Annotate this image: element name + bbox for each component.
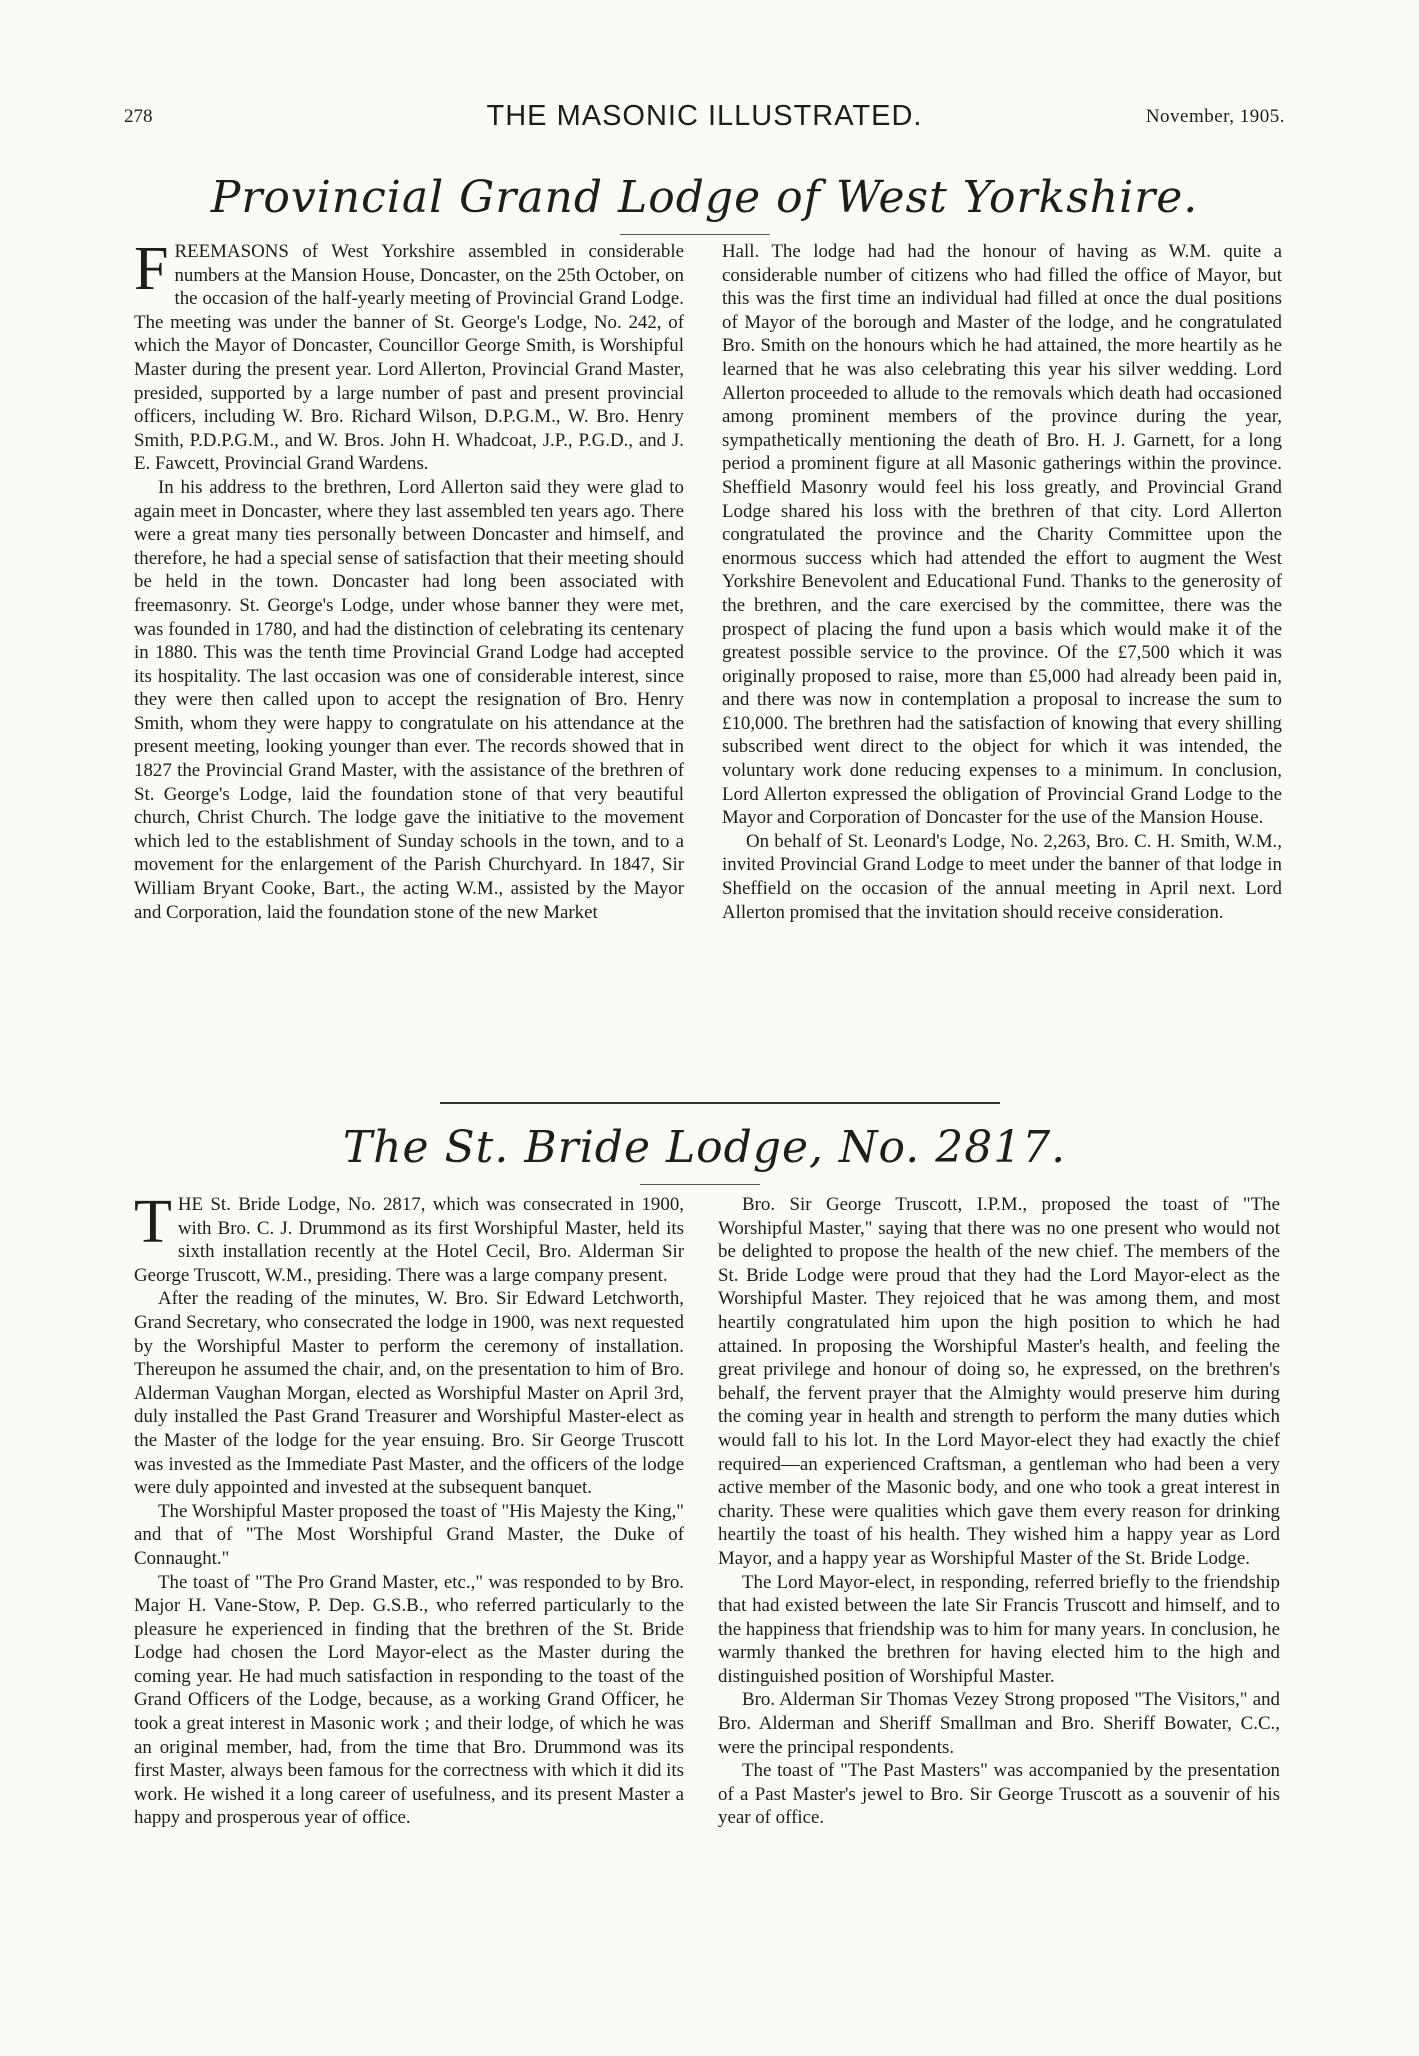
drop-cap: T	[134, 1188, 172, 1256]
paragraph: The Lord Mayor-elect, in responding, referred briefly to the friendship that had existed between the late Sir Francis Truscott and himself, and to the happiness that friendship was to him for many years. In conclusion, he warmly thanked the brethren for having elected him to the high and distinguished position of Worshipful Master.	[718, 1571, 1280, 1687]
paragraph-text: HE St. Bride Lodge, No. 2817, which was consecrated in 1900, with Bro. C. J. Drummond as its first Worshipful Master, held its sixth installation recently at the Hotel Cecil, Bro. Alderman Sir George Truscott, W.M., presiding. There was a large company present.	[134, 1194, 684, 1286]
paragraph: On behalf of St. Leonard's Lodge, No. 2,263, Bro. C. H. Smith, W.M., invited Provincial Grand Lodge to meet under the banner of that lodge in Sheffield on the occasion of the annual meeting in April next. Lord Allerton promised that the invitation should receive consideration.	[722, 830, 1282, 923]
page-number: 278	[124, 106, 153, 127]
paragraph: After the reading of the minutes, W. Bro. Sir Edward Letchworth, Grand Secretary, who consecrated the lodge in 1900, was next requested by the Worshipful Master to perform the ceremony of installation. Thereupon he assumed the chair, and, on the presentation to him of Bro. Alderman Vaughan Morgan, elected as Worshipful Master on April 3rd, duly installed the Past Grand Treasurer and Worshipful Master-elect as the Master of the lodge for the year ensuing. Bro. Sir George Truscott was invested as the Immediate Past Master, and the officers of the lodge were duly appointed and invested at the subsequent banquet.	[134, 1288, 684, 1499]
article-divider	[440, 1102, 1000, 1104]
paragraph-text: REEMASONS of West Yorkshire assembled in considerable numbers at the Mansion House, Doncaster, on the 25th October, on the occasion of the half-yearly meeting of Provincial Grand Lodge. The meeting was under the banner of St. George's Lodge, No. 242, of which the Mayor of Doncaster, Councillor George Smith, is Worshipful Master during the present year. Lord Allerton, Provincial Grand Master, presided, supported by a large number of past and present provincial officers, including W. Bro. Richard Wilson, D.P.G.M., W. Bro. Henry Smith, P.D.P.G.M., and W. Bros. John H. Whadcoat, J.P., P.G.D., and J. E. Fawcett, Provincial Grand Wardens.	[134, 241, 684, 475]
paragraph: In his address to the brethren, Lord Allerton said they were glad to again meet in Doncaster, where they last assembled ten years ago. There were a great many ties personally between Doncaster and himself, and therefore, he had a special sense of satisfaction that their meeting should be held in the town. Doncaster had long been associated with freemasonry. St. George's Lodge, under whose banner they were met, was founded in 1780, and had the distinction of celebrating its centenary in 1880. This was the tenth time Provincial Grand Lodge had accepted its hospitality. The last occasion was one of considerable interest, since they were then called upon to accept the resignation of Bro. Henry Smith, whom they were happy to congratulate on his attendance at the present meeting, looking younger than ever. The records showed that in 1827 the Provincial Grand Master, with the assistance of the brethren of St. George's Lodge, laid the foundation stone of that very beautiful church, Christ Church. The lodge gave the initiative to the movement which led to the establishment of Sunday schools in the town, and to a movement for the enlargement of the Parish Churchyard. In 1847, Sir William Bryant Cooke, Bart., the acting W.M., assisted by the Mayor and Corporation, laid the foundation stone of the new Market	[134, 476, 684, 923]
article2-column-right	[718, 1193, 1280, 1830]
paragraph: The toast of "The Past Masters" was accompanied by the presentation of a Past Master's jewel to Bro. Sir George Truscott as a souvenir of his year of office.	[718, 1760, 1280, 1829]
paragraph: Hall. The lodge had had the honour of having as W.M. quite a considerable number of citizens who had filled the office of Mayor, but this was the first time an individual had filled at once the dual positions of Mayor of the borough and Master of the lodge, and he congratulated Bro. Smith on the honours which he had attained, the more heartily as he learned that he was also celebrating this year his silver wedding. Lord Allerton proceeded to allude to the removals which death had occasioned among prominent members of the province during the year, sympathetically mentioning the death of Bro. H. J. Garnett, for a long period a prominent figure at all Masonic gatherings within the province. Sheffield Masonry would feel his loss greatly, and Provincial Grand Lodge shared his loss with the brethren of that city. Lord Allerton congratulated the province and the Charity Committee upon the enormous success which had attended the effort to augment the West Yorkshire Benevolent and Educational Fund. Thanks to the generosity of the brethren, and the care exercised by the committee, there was the prospect of placing the fund upon a basis which would make it of the greatest possible service to the province. Of the £7,500 which it was originally proposed to raise, more than £5,000 had already been paid in, and there was now in contemplation a proposal to increase the sum to £10,000. The brethren had the satisfaction of knowing that every shilling subscribed went direct to the object for which it was intended, the voluntary work done reducing expenses to a minimum. In conclusion, Lord Allerton expressed the obligation of Provincial Grand Lodge to the Mayor and Corporation of Doncaster for the use of the Mansion House.	[722, 241, 1282, 829]
paragraph: Bro. Alderman Sir Thomas Vezey Strong proposed "The Visitors," and Bro. Alderman and Sheriff Smallman and Bro. Sheriff Bowater, C.C., were the principal respondents.	[718, 1689, 1280, 1758]
article1-column-left	[134, 235, 684, 924]
article2-column-left	[134, 1188, 684, 1830]
paragraph: Bro. Sir George Truscott, I.P.M., proposed the toast of "The Worshipful Master," saying that there was no one present who would not be delighted to propose the health of the new chief. The members of the St. Bride Lodge were proud that they had the Lord Mayor-elect as the Worshipful Master. They rejoiced that he was among them, and most heartily congratulated him upon the high position to which he had attained. In proposing the Worshipful Master's health, and feeling the great privilege and honour of doing so, he expressed, on the brethren's behalf, the fervent prayer that the Almighty would preserve him during the coming year in health and strength to perform the many duties which would fall to his lot. In the Lord Mayor-elect they had exactly the chief required—an experienced Craftsman, a gentleman who had been a very active member of the Masonic body, and one who took a great interest in charity. These were qualities which gave them every reason for drinking heartily the toast of his health. They wished him a happy year as Lord Mayor, and a happy year as Worshipful Master of the St. Bride Lodge.	[718, 1194, 1280, 1569]
article1-column-right	[722, 240, 1282, 924]
article-title-west-yorkshire: Provincial Grand Lodge of West Yorkshire.	[210, 172, 1199, 223]
title-rule	[620, 234, 770, 235]
article-title-st-bride: The St. Bride Lodge, No. 2817.	[342, 1122, 1067, 1173]
issue-date: November, 1905.	[1145, 106, 1285, 127]
title-rule	[640, 1184, 760, 1185]
paragraph	[134, 1188, 684, 1287]
paragraph	[134, 235, 684, 476]
paragraph: The toast of "The Pro Grand Master, etc.," was responded to by Bro. Major H. Vane-Stow, P. Dep. G.S.B., who referred particularly to the pleasure he experienced in finding that the brethren of the St. Bride Lodge had chosen the Lord Mayor-elect as the Master during the coming year. He had much satisfaction in responding to the toast of the Grand Officers of the Lodge, because, as a working Grand Officer, he took a great interest in Masonic work ; and their lodge, of which he was an original member, had, from the time that Bro. Drummond was its first Master, always been famous for the correctness with which it did its work. He wished it a long career of usefulness, and its present Master a happy and prosperous year of office.	[134, 1571, 684, 1829]
publication-title: THE MASONIC ILLUSTRATED.	[486, 100, 923, 132]
drop-cap: F	[134, 235, 169, 303]
page-header	[124, 100, 1285, 136]
paragraph: The Worshipful Master proposed the toast of "His Majesty the King," and that of "The Most Worshipful Grand Master, the Duke of Connaught."	[134, 1500, 684, 1569]
